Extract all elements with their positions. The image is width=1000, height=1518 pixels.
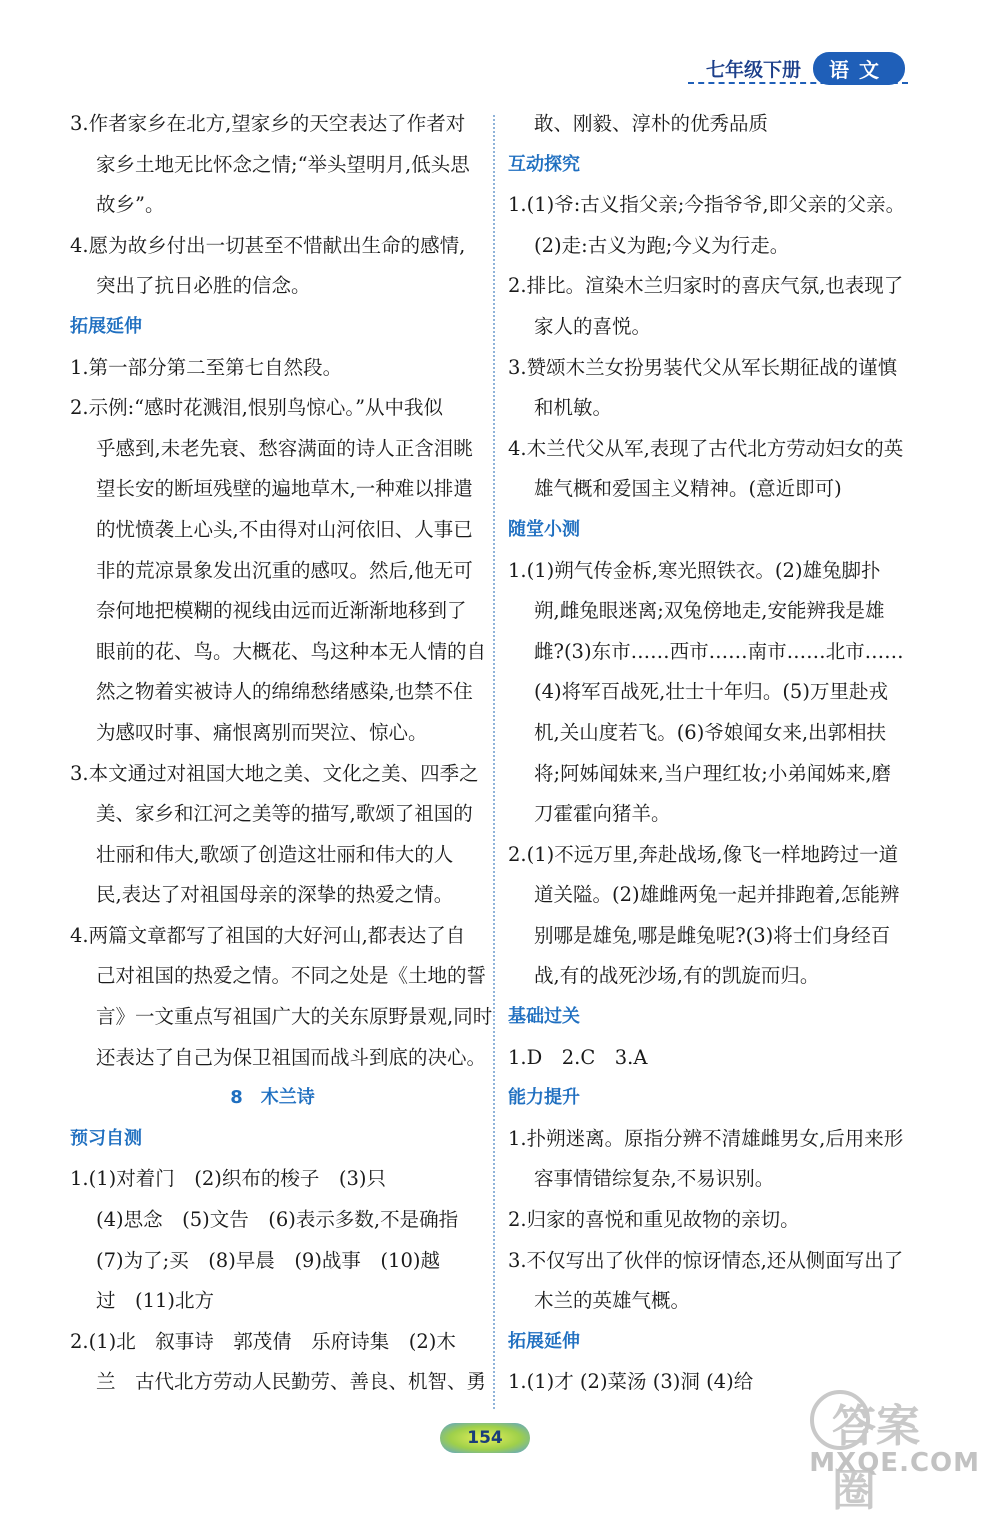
answer-line: 壮丽和伟大,歌颂了创造这壮丽和伟大的人 [96, 842, 454, 866]
section-heading: 拓展延伸 [70, 315, 142, 337]
section-heading: 随堂小测 [508, 518, 580, 540]
answer-line: 4.两篇文章都写了祖国的大好河山,都表达了自 [70, 923, 466, 947]
answer-line: 机,关山度若飞。(6)爷娘闻女来,出郭相扶 [534, 720, 887, 744]
watermark-logo-text: 答案圈 [832, 1401, 920, 1516]
answer-line: 刀霍霍向猪羊。 [534, 802, 671, 826]
grade-label: 七年级下册 [705, 59, 801, 81]
answer-line: 将;阿姊闻妹来,当户理红妆;小弟闻姊来,磨 [534, 761, 892, 785]
answer-line: (7)为了;买 (8)早晨 (9)战事 (10)越 [96, 1248, 440, 1272]
answer-line: 4.愿为故乡付出一切甚至不惜献出生命的感情, [70, 233, 466, 257]
section-heading: 基础过关 [508, 1006, 580, 1028]
answer-line: 1.第一部分第二至第七自然段。 [70, 355, 343, 379]
answer-line: 兰 古代北方劳动人民勤劳、善良、机智、勇 [96, 1370, 487, 1394]
answer-line: 和机敏。 [534, 396, 613, 420]
answer-line: 家乡土地无比怀念之情;“举头望明月,低头思 [96, 152, 470, 176]
answer-line: 3.本文通过对祖国大地之美、文化之美、四季之 [70, 761, 479, 785]
answer-line: 民,表达了对祖国母亲的深挚的热爱之情。 [96, 883, 454, 907]
section-heading: 预习自测 [70, 1127, 142, 1149]
section-heading: 拓展延伸 [508, 1330, 580, 1352]
answer-line: 别哪是雄兔,哪是雌兔呢?(3)将士们身经百 [534, 923, 891, 947]
answer-line: 朔,雌兔眼迷离;双兔傍地走,安能辨我是雄 [534, 599, 885, 623]
subject-badge: 语文 [813, 52, 905, 85]
answer-line: 2.示例:“感时花溅泪,恨别鸟惊心。”从中我似 [70, 396, 444, 420]
header-underline [688, 82, 908, 84]
watermark-url: MXQE.COM [809, 1448, 980, 1478]
answer-line: 家人的喜悦。 [534, 314, 652, 338]
lesson-title: 8 木兰诗 [230, 1087, 315, 1109]
answer-line: 非的荒凉景象发出沉重的感叹。然后,他无可 [96, 558, 473, 582]
answer-line: 过 (11)北方 [96, 1289, 215, 1313]
answer-line: 战,有的战死沙场,有的凯旋而归。 [534, 964, 820, 988]
answer-line: 雌?(3)东市……西市……南市……北市…… [534, 639, 904, 663]
right-column [508, 104, 913, 1403]
answer-line: 敢、刚毅、淳朴的优秀品质 [534, 112, 769, 135]
answer-line: 望长安的断垣残壁的遍地草木,一种难以排遣 [96, 477, 473, 501]
answer-line: 2.归家的喜悦和重见故物的亲切。 [508, 1208, 800, 1232]
answer-line: 雄气概和爱国主义精神。(意近即可) [534, 477, 842, 501]
answer-line: 美、家乡和江河之美等的描写,歌颂了祖国的 [96, 802, 473, 826]
answer-line: (4)将军百战死,壮士十年归。(5)万里赴戎 [534, 680, 888, 704]
answer-line: 突出了抗日必胜的信念。 [96, 274, 311, 298]
answer-line: 故乡”。 [96, 193, 165, 217]
answer-line: 言》一文重点写祖国广大的关东原野景观,同时 [96, 1005, 493, 1029]
answer-line: 木兰的英雄气概。 [534, 1289, 691, 1313]
page-number: 154 [440, 1423, 530, 1453]
page-header [706, 52, 905, 85]
answer-line: (4)思念 (5)文告 (6)表示多数,不是确指 [96, 1208, 459, 1232]
answer-line: 的忧愤袭上心头,不由得对山河依旧、人事已 [96, 517, 473, 541]
answer-line: 为感叹时事、痛恨离别而哭泣、惊心。 [96, 720, 428, 744]
answer-line: 1.(1)对着门 (2)织布的梭子 (3)只 [70, 1167, 386, 1191]
answer-line: (2)走:古义为跑;今义为行走。 [534, 233, 790, 257]
answer-line: 还表达了自己为保卫祖国而战斗到底的决心。 [96, 1045, 487, 1069]
answer-line: 2.(1)北 叙事诗 郭茂倩 乐府诗集 (2)木 [70, 1329, 456, 1353]
answer-line: 奈何地把模糊的视线由远而近渐渐地移到了 [96, 599, 467, 623]
answer-line: 1.D 2.C 3.A [508, 1045, 648, 1069]
answer-line: 1.(1)才 (2)菜汤 (3)洞 (4)给 [508, 1370, 754, 1394]
column-divider [493, 115, 495, 1409]
answer-line: 3.赞颂木兰女扮男装代父从军长期征战的谨慎 [508, 355, 898, 379]
answer-line: 容事情错综复杂,不易识别。 [534, 1167, 775, 1191]
answer-line: 道关隘。(2)雄雌两兔一起并排跑着,怎能辨 [534, 883, 900, 907]
answer-line: 1.(1)朔气传金柝,寒光照铁衣。(2)雄兔脚扑 [508, 558, 881, 582]
answer-line: 1.扑朔迷离。原指分辨不清雄雌男女,后用来形 [508, 1126, 904, 1150]
answer-line: 乎感到,未老先衰、愁容满面的诗人正含泪眺 [96, 436, 473, 460]
answer-line: 3.不仅写出了伙伴的惊讶情态,还从侧面写出了 [508, 1248, 904, 1272]
answer-line: 3.作者家乡在北方,望家乡的天空表达了作者对 [70, 112, 466, 135]
answer-line: 1.(1)爷:古义指父亲;今指爷爷,即父亲的父亲。 [508, 193, 906, 217]
answer-line: 己对祖国的热爱之情。不同之处是《土地的誓 [96, 964, 487, 988]
answer-line: 4.木兰代父从军,表现了古代北方劳动妇女的英 [508, 436, 904, 460]
answer-line: 眼前的花、鸟。大概花、鸟这种本无人情的自 [96, 639, 487, 663]
section-heading: 能力提升 [508, 1087, 580, 1109]
section-heading: 互动探究 [508, 153, 580, 175]
left-column [70, 104, 493, 1403]
answer-line: 然之物着实被诗人的绵绵愁绪感染,也禁不住 [96, 680, 473, 704]
answer-line: 2.(1)不远万里,奔赴战场,像飞一样地跨过一道 [508, 842, 899, 866]
answer-line: 2.排比。渲染木兰归家时的喜庆气氛,也表现了 [508, 274, 904, 298]
